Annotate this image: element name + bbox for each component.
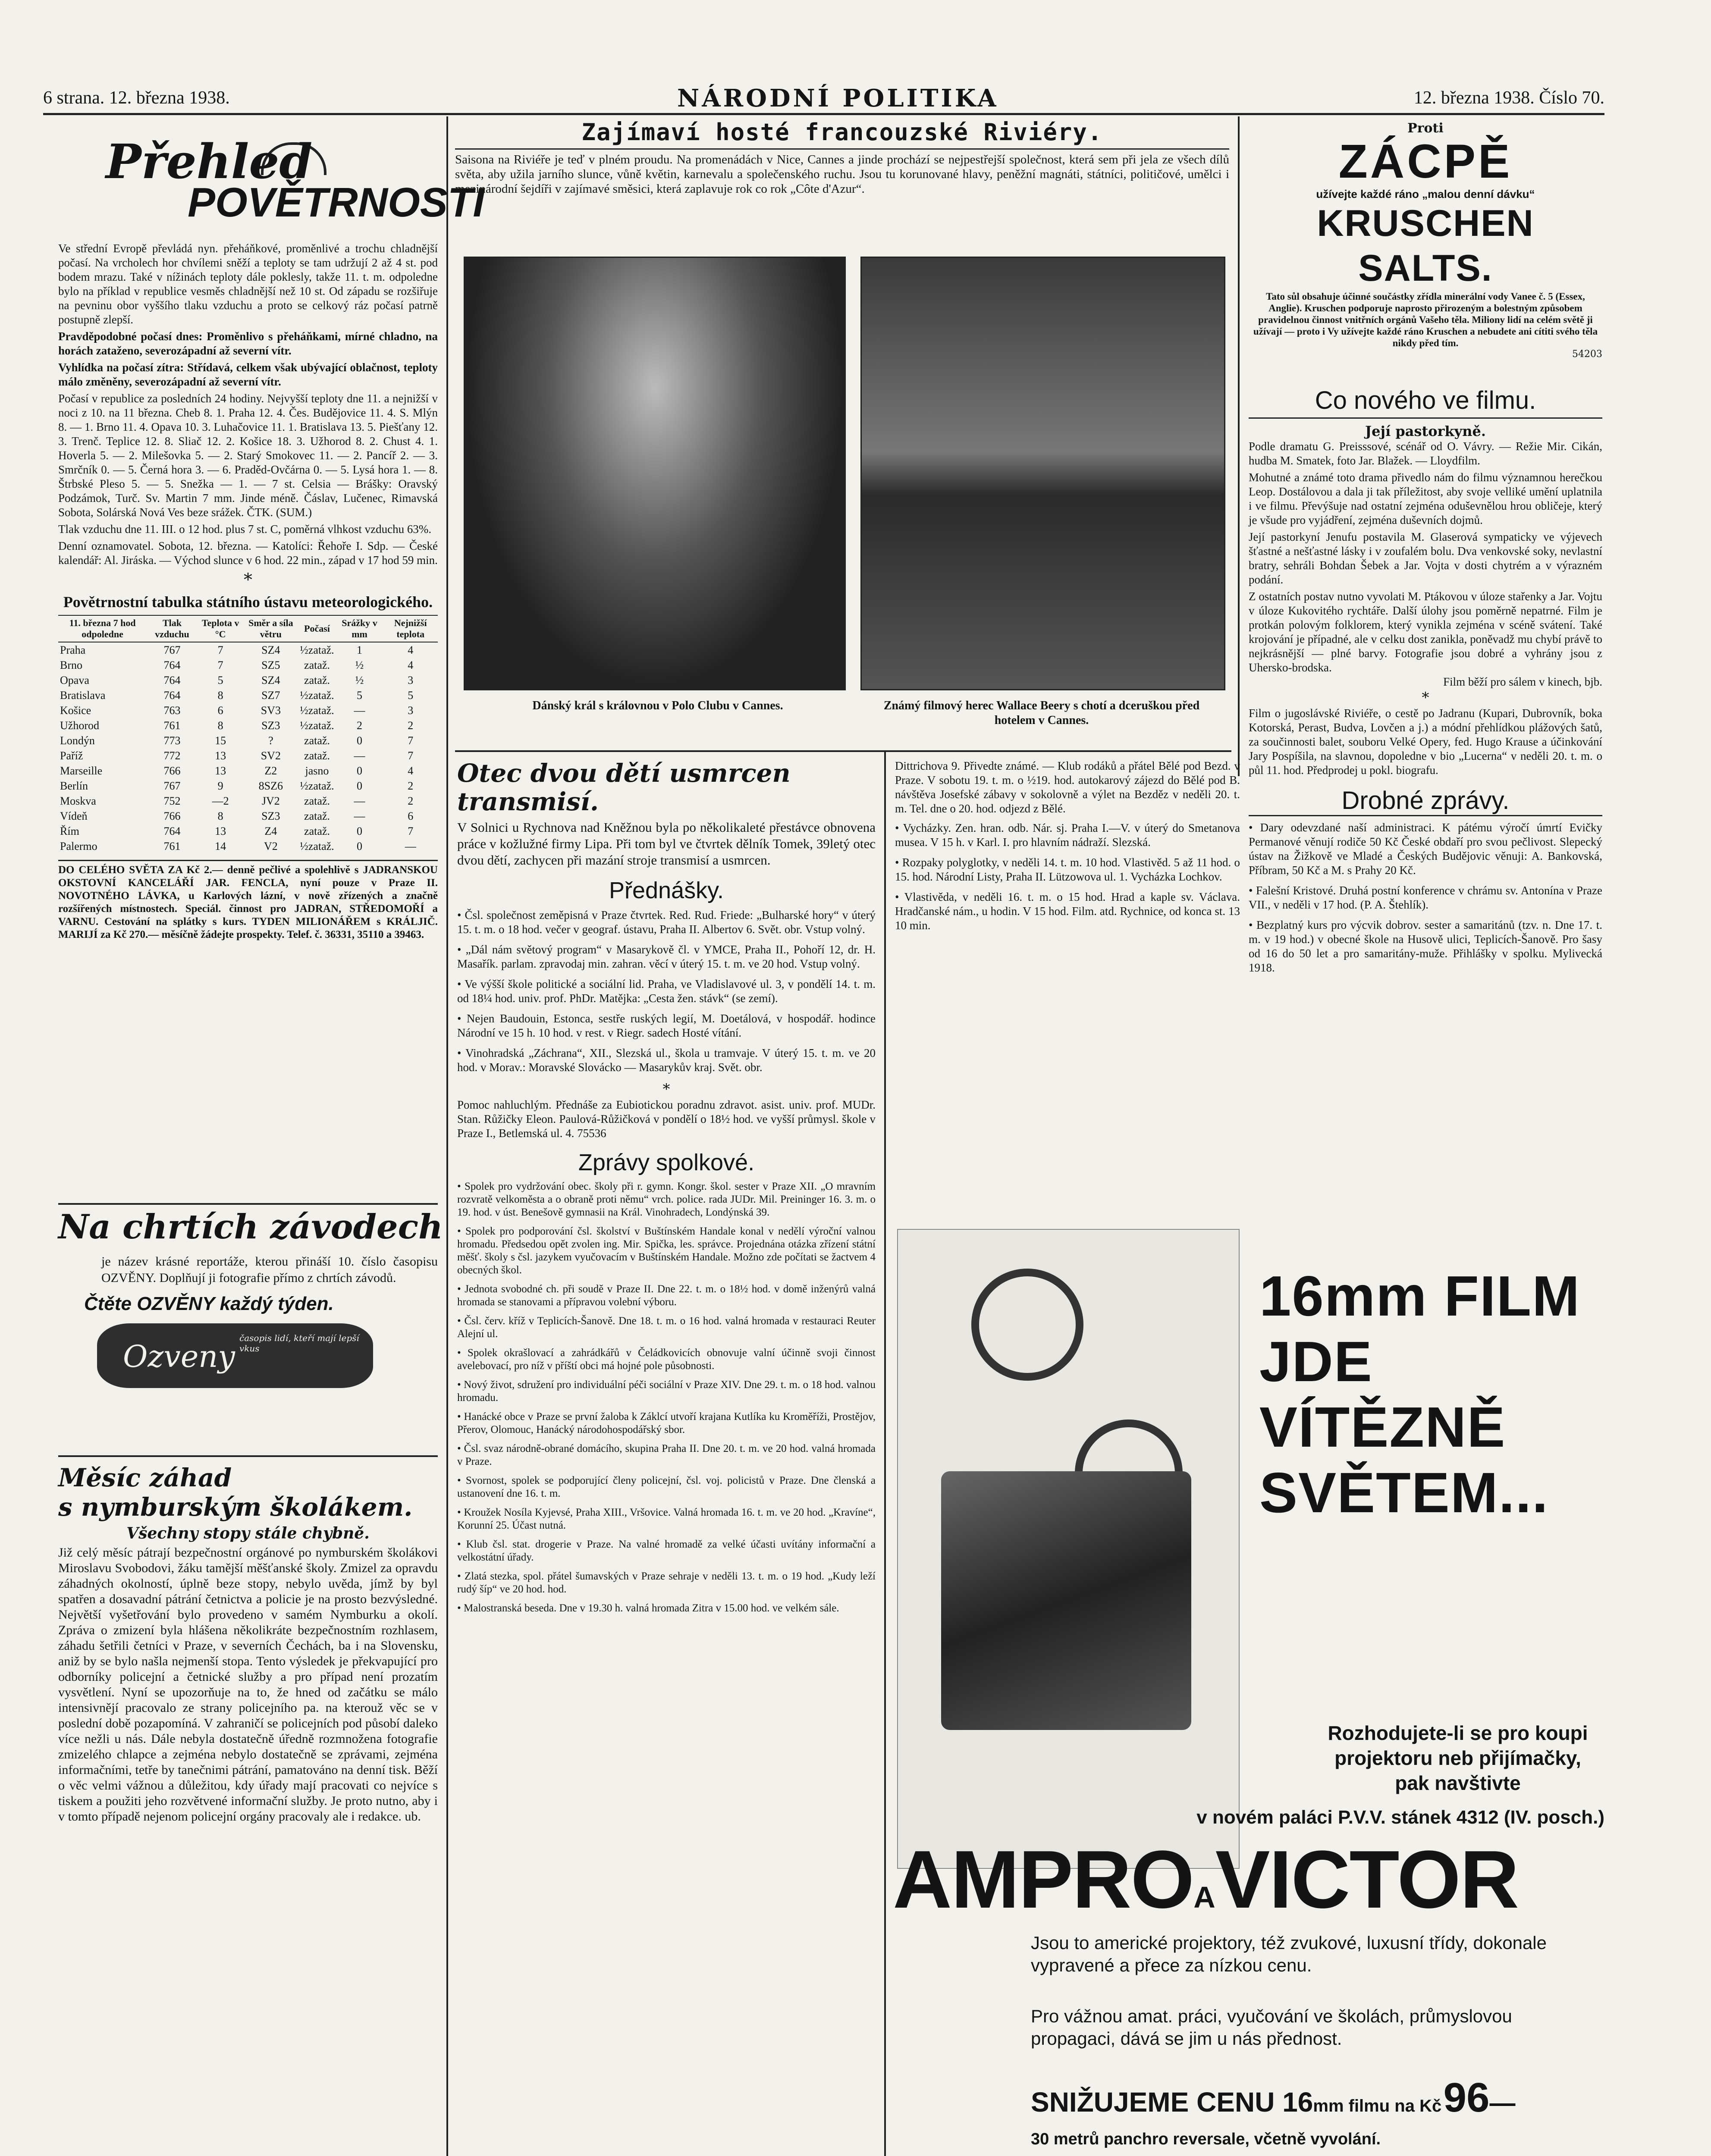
- ampro-brand: [893, 1833, 1604, 1927]
- list-item: • Nejen Baudouin, Estonca, sestře ruských legií, M. Doetálová, v hospodář. hodince Národní ve 15 h. 10 hod. v rest. v Riegr. sadech Hosté vítání.: [457, 1012, 876, 1039]
- table-cell: Praha: [60, 644, 86, 656]
- ampro-brand-1: AMPRO: [893, 1834, 1194, 1925]
- paper-name: NÁRODNÍ POLITIKA: [677, 84, 999, 113]
- table-cell: zataž.: [304, 749, 330, 762]
- star-divider-3: *: [1422, 689, 1429, 706]
- table-row: [58, 688, 438, 703]
- film-section: [1249, 386, 1602, 981]
- table-cell: jasno: [305, 765, 329, 777]
- list-item: • Klub čsl. stat. drogerie v Praze. Na valné hromadě za velké účasti uvítány informační a velkostátní úřady.: [457, 1539, 876, 1563]
- list-item: • Čsl. červ. kříž v Teplicích-Šanově. Dne 18. t. m. o 16 hod. valná hromada v restauraci Reuter Alejní ul.: [457, 1315, 876, 1340]
- list-item: • Nový život, sdružení pro individuální péči sociální v Praze XIV. Dne 29. t. m. o 18 hod. valnou hromadu.: [457, 1379, 876, 1404]
- nymburk-article: [58, 1455, 438, 1824]
- film-title: Co nového ve filmu.: [1249, 386, 1602, 419]
- table-cell: 3: [408, 704, 414, 717]
- table-row: [58, 658, 438, 673]
- list-item: • Spolek okrašlovací a zahrádkářů v Čeládkovicích obnovuje valní účinně svoji činnost avelebovací, pro níž v příští obci má hojné pole působnosti.: [457, 1347, 876, 1372]
- ampro-price-mid: mm filmu na Kč: [1313, 2096, 1442, 2115]
- table-row: [58, 748, 438, 763]
- table-row: [58, 703, 438, 718]
- table-cell: 764: [163, 659, 181, 671]
- weather-table-header-cell: Směr a síla větru: [243, 615, 298, 642]
- table-cell: zataž.: [304, 659, 330, 671]
- riviera-intro: Saisona na Riviéře je teď v plném proudu. Na promenádách v Nice, Cannes a jinde prochází se nejpestřejší společnost, která sem při jela ze všech dílů světa, aby užila jarního slunce, vůně květin, karnevalu a společenského ruchu. Jsou tu korunované hlavy, peněžní magnáti, státníci, političové, umělci i mezinárodní šejdíři v zajímavé směsici, která zaplavuje rok co rok „Côte d'Azur“.: [455, 153, 1229, 196]
- table-cell: 752: [163, 795, 181, 807]
- ozveny-slogan: Čtěte OZVĚNY každý týden.: [84, 1293, 334, 1314]
- spolkove-list: [457, 1180, 876, 1615]
- table-cell: zataž.: [304, 734, 330, 747]
- weather-table-header-cell: 11. března 7 hod odpoledne: [58, 615, 147, 642]
- ampro-line-2: Pro vážnou amat. práci, vyučování ve školách, průmyslovou propagaci, dává se jim u nás přednost.: [1031, 2006, 1512, 2049]
- table-cell: 773: [163, 734, 181, 747]
- table-cell: —: [354, 704, 365, 717]
- table-cell: 15: [215, 734, 226, 747]
- list-item: • Vinohradská „Záchrana“, XII., Slezská ul., škola u tramvaje. V úterý 15. t. m. ve 20 hod. v Morav.: Moravské Slovácko — Masarykův kraj. Svět. obr.: [457, 1047, 876, 1074]
- table-row: [58, 733, 438, 748]
- table-cell: 2: [408, 719, 414, 732]
- table-cell: ½zataž.: [300, 689, 334, 702]
- table-cell: SV3: [261, 704, 281, 717]
- weather-table-header-cell: Teplota v °C: [198, 615, 244, 642]
- table-cell: Opava: [60, 674, 89, 686]
- table-cell: SZ3: [261, 810, 280, 822]
- table-row: [58, 718, 438, 733]
- weather-outlook: Vyhlídka na počasí zítra: Střídavá, celkem však ubývající oblačnost, teploty málo změněny, severozápadní až severní vítr.: [58, 361, 438, 388]
- col3-list: [895, 821, 1240, 933]
- table-cell: 772: [163, 749, 181, 762]
- ozveny-title: Na chrtích závodech: [58, 1207, 443, 1247]
- table-cell: —: [354, 749, 365, 762]
- list-item: • Zlatá stezka, spol. přátel šumavských v Praze sehraje v neděli 13. t. m. o 19 hod. „Kudy leží rudý šíp“ ve 20 hod. hod.: [457, 1570, 876, 1595]
- table-cell: Řím: [60, 825, 79, 837]
- table-cell: zataž.: [304, 825, 330, 837]
- table-cell: Londýn: [60, 734, 95, 747]
- table-cell: 0: [357, 765, 363, 777]
- list-item: • Kroužek Nosíla Kyjevsé, Praha XIII., Vršovice. Valná hromada 16. t. m. ve 20 hod. „Kravíne“, Korunní 25. Účast nutná.: [457, 1507, 876, 1531]
- table-cell: 7: [408, 734, 414, 747]
- weather-heading-top: Přehled: [106, 134, 313, 189]
- weather-table-header-cell: Tlak vzduchu: [147, 615, 198, 642]
- table-cell: 2: [357, 719, 363, 732]
- weather-heading: [58, 125, 485, 233]
- table-cell: 0: [357, 780, 363, 792]
- film-credits: Podle dramatu G. Preisssové, scénář od O. Vávry. — Režie Mir. Cikán, hudba M. Smatek, foto Jar. Blažek. — Lloydfilm.: [1249, 440, 1602, 467]
- table-cell: JV2: [261, 795, 280, 807]
- weather-table-header: [58, 615, 438, 642]
- ampro-brand-2: VICTOR: [1215, 1834, 1519, 1925]
- table-cell: 7: [408, 825, 414, 837]
- film-riviera: Film o jugoslávské Riviéře, o cestě po Jadranu (Kupari, Dubrovník, boka Kotorská, Perast, Budva, Lovčen a j.) a módní přehlídkou plážových šatů, za součinnosti balet, souboru Velké Opery, fed. Hugo Krause a účinkování Jary Pospíšila, na slavnou, dopoledne v bio „Lucerna“ v neděli 20. t. m. o půl 11. hod. Předprodej u pokl. biografu.: [1249, 707, 1602, 777]
- list-item: • Spolek pro podporování čsl. školství v Buštínském Handale konal v nedělí výroční valnou hromadu. Předsedou opět zvolen ing. Mir. Spička, les. správce. Projednána otázka zřízení státní měšť. školy s čsl. jazykem vyučovacím v Buštínském Handale. Možno zde počítati se žactvem 4 obecných škol.: [457, 1225, 876, 1276]
- kruschen-ad: [1249, 121, 1602, 379]
- table-cell: 763: [163, 704, 181, 717]
- table-cell: 8: [217, 810, 223, 822]
- weather-temps: Počasí v republice za posledních 24 hodiny. Nejvyšší teploty dne 11. a nejnižší v noci z 10. na 11 března. Cheb 8. 1. Praha 12. 4. Čes. Budějovice 11. 4. S. Mlýn 8. — 1. Brno 11. 4. Opava 10. 3. Luhačovice 11. 1. Bratislava 13. 5. Piešťany 12. 3. Trenč. Teplice 12. 8. Sliač 12. 2. Košice 18. 3. Užhorod 8. 2. Chust 4. 1. Hoverla 5. — 2. Milešovka 5. — 2. Starý Smokovec 11. — 2. Pancíř 2. — 3. Smrčník 0. — 5. Černá hora 3. — 6. Praděd-Ovčárna 0. — 5. Lysá hora 1. — 8. Štrbské Pleso 5. — 5. Snežka — 1. — 7 st. Celsia — Brášky: Oravský Podzámok, Turč. Sv. Martin 7 mm. Jinde méně. Čáslav, Lučenec, Rimavská Sobota, Solárská Nová Ves beze srážek. ČTK. (SUM.): [58, 392, 438, 519]
- table-cell: 766: [163, 765, 181, 777]
- table-cell: Košice: [60, 704, 91, 717]
- table-cell: 1: [357, 644, 363, 656]
- weather-forecast: Pravděpodobné počasí dnes: Proměnlivo s přeháňkami, mírné chladno, na horách zataženo, severozápadní až severní vítr.: [58, 330, 438, 357]
- list-item: • Vlastivěda, v neděli 16. t. m. o 15 hod. Hrad a kaple sv. Václava. Hradčanské nám., u hodin. V 15 hod. Film. atd. Rychnice, od konca st. 13 10 min.: [895, 890, 1240, 932]
- list-item: • Svornost, spolek se podporující členy policejní, čsl. voj. policistů v Praze. Dne členská a ustanovení dne 16. t. m.: [457, 1475, 876, 1499]
- photo-danish-king: [464, 257, 846, 690]
- table-cell: Brno: [60, 659, 82, 671]
- table-cell: 767: [163, 780, 181, 792]
- film-body-2: Její pastorkyní Jenufu postavila M. Glaserová sympaticky ve výjevech šťastné a nešťastné lásky i v zoufalém bolu. Dva venkovské soky, nevlastní bratry, sehráli Bohdan Šebek a Jar. Vojta v dosti chytrém a v výrazném podání.: [1249, 530, 1602, 586]
- table-cell: 13: [215, 749, 226, 762]
- prednasky-extra: Pomoc nahluchlým. Přednáše za Eubiotickou poradnu zdravot. asist. univ. prof. MUDr. Stan. Růžičky Eleon. Paulová-Růžičková v pondělí o 18½ hod. ve vyšší průmysl. škole v Praze I., Betlemská ul. 4. 75536: [457, 1098, 876, 1140]
- col-divider-1: [446, 116, 448, 2156]
- table-cell: Marseille: [60, 765, 103, 777]
- ampro-ad: [888, 1720, 1604, 2156]
- weather-table: [58, 615, 438, 854]
- kruschen-code: 54203: [1572, 349, 1602, 360]
- table-cell: ½zataž.: [300, 644, 334, 656]
- table-cell: 5: [217, 674, 223, 686]
- riviera-section: [455, 119, 1229, 748]
- table-cell: —: [405, 840, 416, 852]
- film-body: Mohutné a známé toto drama přivedlo nám do filmu významnou herečkou Leop. Dostálovou a dala ji tak příležitost, aby svoje velliké umění uplatnila i ve filmu. Převýšuje nad ostatní zejména oduševnělou hrou obličeje, který je všude pro vyjádření, zejména duševních dojmů.: [1249, 471, 1602, 526]
- travel-ad: DO CELÉHO SVĚTA ZA Kč 2.— denně pečlivé a spolehlivě s JADRANSKOU OKSTOVNÍ KANCELÁŘÍ JAR. FENCLA, nyní pouze v Praze II. NOVOTNÉHO LÁVKA, u Karlových lázní, v nově zřízených a značně rozšířených místnostech. Speciál. činnost pro JADRAN, STŘEDOMOŘÍ a VARNU. Cestování na splátky s kurs. TYDEN MILIONÁŘEM s KRÁLJIČ. MARIJÍ za Kč 270.— měsíčně žádejte prospekty. Telef. č. 36331, 35110 a 39463.: [58, 860, 438, 941]
- table-cell: 764: [163, 689, 181, 702]
- table-cell: 7: [217, 644, 223, 656]
- table-cell: 5: [408, 689, 414, 702]
- table-row: [58, 778, 438, 793]
- table-cell: —: [354, 810, 365, 822]
- prednasky-list: [457, 908, 876, 1075]
- date-issue: 12. března 1938. Číslo 70.: [1413, 88, 1604, 108]
- otec-body: V Solnici u Rychnova nad Kněžnou byla po několikaleté přestávce obnovena práce v kožlužné firmy Lipa. Při tom byl ve čtvrtek dělník Tomek, 39letý otec dvou dětí, zachycen při mazání stroje transmisí a usmrcen.: [457, 820, 876, 868]
- table-cell: 9: [217, 780, 223, 792]
- table-cell: zataž.: [304, 795, 330, 807]
- list-item: • Vycházky. Zen. hran. odb. Nár. sj. Praha I.—V. v úterý do Smetanova musea. V 15 h. v Karl. I. pro hlavním nádraží. Slezská.: [895, 821, 1240, 849]
- ampro-price-pre: SNIŽUJEME CENU 16: [1031, 2087, 1313, 2118]
- weather-table-header-cell: Počasí: [298, 615, 336, 642]
- table-cell: 8SZ6: [258, 780, 283, 792]
- table-cell: Vídeň: [60, 810, 88, 822]
- list-item: • Čsl. svaz národně-obrané domácího, skupina Praha II. Dne 20. t. m. ve 20 hod. valná hromada v Praze.: [457, 1443, 876, 1467]
- weather-table-header-cell: Nejnižší teplota: [383, 615, 438, 642]
- table-cell: 4: [408, 644, 414, 656]
- table-cell: SZ4: [261, 674, 280, 686]
- riviera-title: Zajímaví hosté francouzské Riviéry.: [455, 119, 1229, 150]
- weather-heading-main: POVĚTRNOSTI: [188, 179, 485, 226]
- star-divider: *: [244, 570, 252, 590]
- kruschen-headline: ZÁCPĚ: [1338, 135, 1513, 188]
- table-cell: 0: [357, 840, 363, 852]
- ozveny-badge-small: časopis lidí, kteří mají lepší vkus: [239, 1333, 359, 1354]
- table-cell: 4: [408, 765, 414, 777]
- table-cell: 3: [408, 674, 414, 686]
- table-cell: 761: [163, 840, 181, 852]
- table-cell: 13: [215, 825, 226, 837]
- nymburk-title-1: Měsíc záhad: [58, 1463, 232, 1492]
- nymburk-title-2: s nymburským školákem.: [58, 1492, 413, 1522]
- caption-danish-king: Dánský král s královnou v Polo Clubu v Cannes.: [532, 699, 783, 712]
- ampro-brand-and: A: [1193, 1880, 1215, 1914]
- table-cell: 8: [217, 689, 223, 702]
- star-divider-2: *: [662, 1081, 670, 1098]
- table-row: [58, 673, 438, 688]
- kruschen-brand: KRUSCHEN SALTS.: [1317, 203, 1534, 289]
- film-note: Film běží pro sálem v kinech, bjb.: [1443, 675, 1602, 688]
- photo-wallace-beery: [860, 257, 1225, 690]
- drobne-list: [1249, 821, 1602, 975]
- weather-section: [58, 125, 485, 941]
- list-item: • Hanácké obce v Praze se první žaloba k Záklcí utvoří krajana Kutlíka ku Kroměříži, Prostějov, Přerov, Olomouc, Hanácký národohospodářský sbor.: [457, 1411, 876, 1435]
- prednasky-title: Přednášky.: [609, 877, 724, 903]
- masthead-rule: [43, 113, 1604, 115]
- page-label: 6 strana. 12. března 1938.: [43, 88, 230, 108]
- table-cell: SZ3: [261, 719, 280, 732]
- kruschen-pre: Proti: [1407, 121, 1444, 136]
- ozveny-ad: [58, 1203, 443, 1446]
- table-cell: V2: [264, 840, 278, 852]
- table-cell: 2: [408, 780, 414, 792]
- nymburk-body: Již celý měsíc pátrají bezpečnostní orgánové po nymburském školákovi Miroslavu Svobodovi, žáku tamější měšťanské školy. Zmizel za opravdu záhadných okolností, úplně beze stopy, nebylo uvěda, jímž by byl spatřen a dosavadní pátrání četnictva a policie je na prosto bezvýsledné. Největší vyšetřování bylo provedeno v samém Nymburku a okolí. Zpráva o zmizení byla hlášena několikráte bezpečnostním rozhlasem, záhadu šetřili četníci v Praze, v severních Čechách, ba i na Slovensku, aniž by se bylo našla nejmenší stopa. Tento výsledek je překvapující pro odborníky policejní a četnické služby a pro případ není prozatím vysvětlení. Nyní se upozorňuje na to, že hned od začátku se málo intensivnějí pracovalo ze strany policejního pa. na kterouž věc se v poslední době pozapomíná. V zahraničí se policejních pod působí daleko více nežli u nás. Dále nebyla dostatečně úředně rozmnožena fotografie zmizelého chlapce a zejména nebylo dostatečně se zprávami, zejména informačními, tetře by tanečnimi pátrání, pamatováno na denní tisk. Běží o věc velmi vážnou a důležitou, kdy úřady mají pracovati co nejvíce s tiskem a použiti jeho rozvětvené informační služby. Je proto nutno, aby i v tomto případě nejenom policejní orgány pracovaly ale i redakce. ub.: [58, 1545, 438, 1824]
- table-cell: —: [354, 795, 365, 807]
- weather-table-header-cell: Srážky v mm: [336, 615, 383, 642]
- table-cell: zataž.: [304, 674, 330, 686]
- ampro-price: 96: [1443, 2075, 1490, 2121]
- list-item: • „Dál nám světový program“ v Masarykově čl. v YMCE, Praha II., Pohoří 12, dr. H. Masařík. parlam. zpravodaj min. zahran. věcí v úterý 15. t. m. ve 20 hod. Vstup volný.: [457, 943, 876, 970]
- list-item: • Jednota svobodné ch. při soudě v Praze II. Dne 22. t. m. o 18½ hod. v domě inženýrů valná hromada se stanovami a přípravou volební výboru.: [457, 1283, 876, 1308]
- drobne-title: Drobné zprávy.: [1249, 786, 1602, 816]
- weather-daily: Denní oznamovatel. Sobota, 12. března. — Katolíci: Řehoře I. Sdp. — České kalendář: Al. Jiráska. — Východ slunce v 6 hod. 22 min., západ v 17 hod 59 min.: [58, 539, 438, 567]
- table-cell: 0: [357, 825, 363, 837]
- list-item: • Falešní Kristové. Druhá postní konference v chrámu sv. Antonína v Praze VII., v neděli v 17 hod. (P. A. Štehlík).: [1249, 884, 1602, 911]
- table-cell: Bratislava: [60, 689, 106, 702]
- table-cell: ?: [268, 734, 273, 747]
- table-cell: 6: [217, 704, 223, 717]
- table-cell: 0: [357, 734, 363, 747]
- table-cell: Moskva: [60, 795, 96, 807]
- table-cell: —2: [212, 795, 229, 807]
- ampro-question: Rozhodujete-li se pro koupi projektoru neb přijímačky, pak navštivte: [1328, 1722, 1588, 1794]
- projector-body-icon: [941, 1471, 1191, 1730]
- list-item: • Rozpaky polyglotky, v neděli 14. t. m. 10 hod. Vlastivěd. 5 až 11 hod. o 15. hod. Národní Listy, Praha II. Lützowova ul. 1. Vycházka Lochkov.: [895, 856, 1240, 883]
- col-divider-3: [1238, 116, 1240, 776]
- ampro-price-line: [1031, 2074, 1600, 2122]
- table-cell: 767: [163, 644, 181, 656]
- table-cell: ½: [355, 674, 364, 686]
- table-cell: Palermo: [60, 840, 97, 852]
- table-cell: 764: [163, 674, 181, 686]
- list-item: • Bezplatný kurs pro výcvik dobrov. sester a samaritánů (tzv. n. Dne 17. t. m. v 19 hod.) v obecné škole na Husově ulici, Teplicích-Šanově. Pro šasy od 16 do 50 let a pro samaritány-muže. Přihlášky v spolku. Mylivecká 1918.: [1249, 918, 1602, 974]
- table-cell: 2: [408, 795, 414, 807]
- table-cell: ½zataž.: [300, 840, 334, 852]
- spolkove-title: Zprávy spolkové.: [578, 1150, 755, 1175]
- ozveny-badge: [97, 1323, 373, 1388]
- list-item: • Spolek pro vydržování obec. školy při r. gymn. Kongr. škol. sester v Praze XII. „O mravním rozvratě velkoměsta a o obraně proti němu“ vrch. police. rada JUDr. Mil. Preininger 16. 3. m. o 19. hod. v úst. Benešově gymnasii na Král. Vinohradech, Londýnská 39.: [457, 1181, 876, 1218]
- film-reel-icon: [971, 1269, 1083, 1381]
- table-cell: ½zataž.: [300, 719, 334, 732]
- masthead: [43, 84, 1604, 114]
- ozveny-badge-text: Ozveny: [123, 1339, 235, 1374]
- table-cell: 761: [163, 719, 181, 732]
- col3-intro: Dittrichova 9. Přivedte známé. — Klub rodáků a přátel Bělé pod Bezd. v Praze. V sobotu 19. t. m. o ½19. hod. autokarový zájezd do Bělé pod B. návštěva Josefské zábavy v sokolovně a výlet na Bezděz v neděli 20. t. m. Tel. dne o 20. hod. odjezd z Bělé.: [895, 759, 1240, 815]
- table-cell: Paříž: [60, 749, 83, 762]
- table-cell: 14: [215, 840, 226, 852]
- column-2: [457, 759, 876, 1621]
- table-cell: 4: [408, 659, 414, 671]
- table-row: [58, 824, 438, 839]
- table-cell: 764: [163, 825, 181, 837]
- nymburk-subtitle: Všechny stopy stále chybně.: [126, 1524, 370, 1542]
- table-row: [58, 808, 438, 824]
- list-item: • Ve výšší škole politické a sociální lid. Praha, ve Vladislavové ul. 3, v pondělí 14. t. m. od 18¼ hod. univ. prof. PhDr. Matějka: „Cesta žen. stávk“ (se zemí).: [457, 978, 876, 1005]
- weather-table-title: Povětrnostní tabulka státního ústavu meteorologického.: [63, 593, 433, 611]
- ampro-price-tail: —: [1489, 2088, 1516, 2117]
- list-item: • Malostranská beseda. Dne v 19.30 h. valná hromada Zitra v 15.00 hod. ve velkém sále.: [457, 1602, 839, 1614]
- table-cell: 766: [163, 810, 181, 822]
- table-cell: zataž.: [304, 810, 330, 822]
- table-cell: SZ7: [261, 689, 280, 702]
- ozveny-text: je název krásné reportáže, kterou přináší 10. číslo časopisu OZVĚNY. Doplňují ji fotografie přímo z chrtích závodů.: [101, 1254, 438, 1285]
- table-cell: ½zataž.: [300, 704, 334, 717]
- kruschen-sub: užívejte každé ráno „malou denní dávku“: [1316, 188, 1535, 201]
- list-item: • Dary odevzdané naší administraci. K pátému výročí úmrtí Evičky Permanové věnují rodiče 50 Kč České obdaří pro svou pečlivost. Slepecký ústav na Žižkově ve Mladé a Českých Budějovic věnuji: A. Bankovská, Příbram, 50 Kč a M. s Prahy 20 Kč.: [1249, 821, 1602, 877]
- table-cell: 6: [408, 810, 414, 822]
- table-cell: 5: [357, 689, 363, 702]
- table-cell: 7: [217, 659, 223, 671]
- table-cell: SV2: [261, 749, 281, 762]
- weather-pressure: Tlak vzduchu dne 11. III. o 12 hod. plus 7 st. C, poměrná vlhkost vzduchu 63%.: [58, 523, 432, 536]
- film-body-3: Z ostatních postav nutno vyvolati M. Ptákovou v úloze stařenky a Jar. Vojtu v úloze Kukovitého rychtáře. Další úlohy jsou poměrně nepatrné. Film je protkán polovým folklorem, který vynikla zejména v scéně svátení. Také krojování je případné, ale v celku dost zanikla, poněvadž mu chybí právě to nejkrásnější — plné barvy. Fotografie jsou dobré a vyhrány jsou z Uhersko-brodska.: [1249, 590, 1602, 674]
- riviera-bottom-rule: [455, 750, 1231, 752]
- kruschen-body: Tato sůl obsahuje účinné součástky zřídla minerální vody Vanee č. 5 (Essex, Anglie). Kruschen podporuje naprosto přirozeným a bolestným způsobem pravidelnou činnost vnitřních orgánů Vašeho těla. Miliony lidí na celém světě ji užívají — proto i Vy užívejte každé ráno Kruschen a nebudete ani cítiti svého těla nikdy před tím.: [1253, 291, 1598, 348]
- table-cell: Z4: [264, 825, 277, 837]
- ampro-line-1: Jsou to americké projektory, též zvukové, luxusní třídy, dokonale vypravené a přece za nízkou cenu.: [1031, 1933, 1547, 1975]
- column-3: [895, 759, 1240, 939]
- ampro-location: v novém paláci P.V.V. stánek 4312 (IV. posch.): [1196, 1807, 1604, 1828]
- table-cell: ½: [355, 659, 364, 671]
- table-cell: Z2: [264, 765, 277, 777]
- weather-body: Ve střední Evropě převládá nyn. přeháňkové, proměnlivé a trochu chladnější počasí. Na vrcholech hor chvílemi sněží a teploty se tam udržují 2 až 4 st. pod bodem mrazu. Také v nížinách teploty dále poklesly, takže 11. t. m. odpoledne bylo na příklad v republice vesměs chladnější než 10 st. Od západu se rozšiřuje na pevninu obor vyššího tlaku vzduchu a proto se celkový ráz počasí patrně postupně zlepší.: [58, 242, 438, 326]
- table-cell: ½zataž.: [300, 780, 334, 792]
- otec-title: Otec dvou dětí usmrcen transmisí.: [457, 758, 791, 816]
- table-cell: SZ5: [261, 659, 280, 671]
- col-divider-2: [884, 750, 886, 2156]
- table-row: [58, 793, 438, 808]
- table-row: [58, 839, 438, 854]
- table-cell: Užhorod: [60, 719, 99, 732]
- table-cell: SZ4: [261, 644, 280, 656]
- caption-wallace-beery: Známý filmový herec Wallace Beery s chotí a dceruškou před hotelem v Cannes.: [883, 699, 1200, 727]
- film-16mm-headline: 16mm FILM JDE VÍTĚZNĚ SVĚTEM...: [1259, 1264, 1581, 1524]
- table-row: [58, 763, 438, 778]
- table-cell: 8: [217, 719, 223, 732]
- film-sub-title: Její pastorkyně.: [1365, 423, 1486, 439]
- ampro-reversal: 30 metrů panchro reversale, včetně vyvolání.: [1031, 2130, 1381, 2148]
- list-item: • Čsl. společnost zeměpisná v Praze čtvrtek. Red. Rud. Friede: „Bulharské hory“ v úterý 15. t. m. o 18 hod. večer v geograf. ústavu, Praha II. Albertov 6. Svět. obr. Vstup volný.: [457, 909, 876, 936]
- table-row: [58, 642, 438, 658]
- table-cell: Berlín: [60, 780, 88, 792]
- table-cell: 13: [215, 765, 226, 777]
- table-cell: 7: [408, 749, 414, 762]
